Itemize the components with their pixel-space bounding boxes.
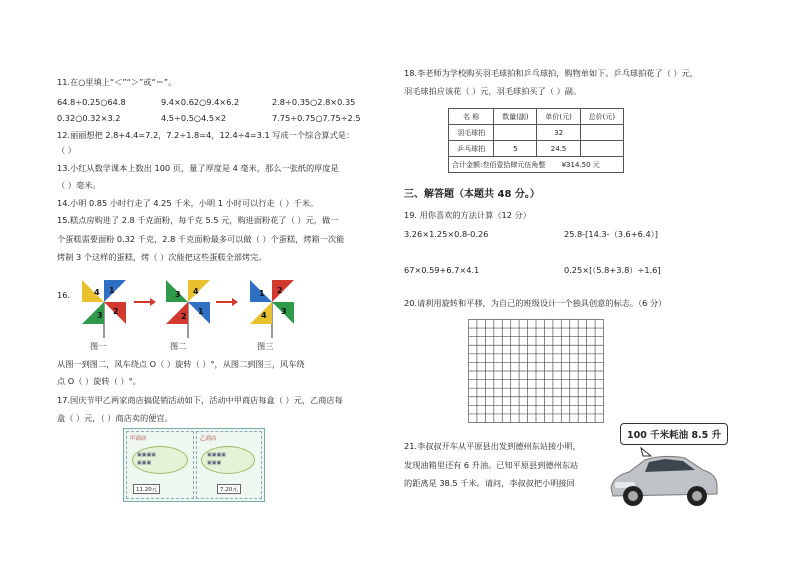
table-header-row <box>449 109 624 125</box>
q19-item: 25.8-[14.3-（3.6+6.4）] <box>564 229 658 239</box>
q21-line: 发现油箱里还有 6 升油。已知平原县到德州东站 <box>404 460 579 470</box>
q19-item: 67×0.59+6.7×4.1 <box>404 265 480 275</box>
table-cell: 24.5 <box>537 141 580 157</box>
total-value: ¥314.50 元 <box>561 160 600 169</box>
table-cell: 32 <box>537 125 580 141</box>
pinwheel-number: 2 <box>181 312 187 321</box>
table-cell: 乒乓球拍 <box>449 141 494 157</box>
pinwheel-number: 2 <box>113 307 119 316</box>
arrow-right-icon <box>216 298 238 306</box>
figure-label: 图一 <box>90 341 107 351</box>
pinwheel-number: 3 <box>175 290 181 299</box>
q16-line: 点 O（ ）旋转（ ）°。 <box>57 376 141 386</box>
pinwheel-number: 1 <box>259 289 265 298</box>
shopping-list-table <box>448 108 624 173</box>
box-glyphs: ▣▣▣ <box>207 460 222 466</box>
car-image <box>605 444 723 518</box>
pinwheel-number: 2 <box>277 286 283 295</box>
q12-line: 12.丽丽想把 2.8+4.4=7.2，7.2÷1.8=4，12.4÷4=3.1 写成一个综合算式是： <box>57 130 355 140</box>
q18-line: 18.李老师为学校购买羽毛球拍和乒乓球拍，购物单如下。乒乓球拍花了（ ）元， <box>404 68 698 78</box>
q14-line: 14.小明 0.85 小时行走了 4.25 千米，小明 1 小时可以行走（ ）千米。 <box>57 198 319 208</box>
q15-line: 个蛋糕需要面粉 0.32 千克，2.8 千克面粉最多可以做（ ）个蛋糕，烤箱一次能 <box>57 234 345 244</box>
table-cell <box>580 141 623 157</box>
table-cell: 5 <box>494 141 537 157</box>
q11-item: 4.5÷0.5○4.5×2 <box>161 113 227 123</box>
shop-a-name: 甲商店 <box>130 436 147 442</box>
q17-line: 盒（ ）元，（ ）商店卖的便宜。 <box>57 413 173 423</box>
pinwheel-number: 4 <box>261 311 267 320</box>
figure-label: 图三 <box>257 341 274 351</box>
q11-item: 2.8÷0.35○2.8×0.35 <box>272 97 356 107</box>
q11-item: 64.8÷0.25○64.8 <box>57 97 126 107</box>
q11-item: 7.75÷0.75○7.75÷2.5 <box>272 113 361 123</box>
shop-a-price: 11.20元 <box>133 484 160 494</box>
table-total-row <box>449 157 624 173</box>
q21-line: 21.李叔叔开车从平原县出发到德州东站接小明， <box>404 441 581 451</box>
q18-line: 羽毛球拍应该花（ ）元，羽毛球拍买了（ ）副。 <box>404 86 582 96</box>
table-header: 名 称 <box>449 109 494 125</box>
q13-line: （ ）毫米。 <box>57 180 101 190</box>
shop-promo-image <box>123 428 265 502</box>
shop-b-price: 7.20元 <box>217 484 241 494</box>
arrow-right-icon <box>134 298 156 306</box>
box-glyphs: ▣▣▣▣ <box>207 452 226 458</box>
q21-line: 的距离是 38.5 千米。请问，李叔叔把小明接回 <box>404 478 575 488</box>
q19-item: 3.26×1.25×0.8-0.26 <box>404 229 489 239</box>
table-cell <box>494 125 537 141</box>
fuel-callout: 100 千米耗油 8.5 升 <box>620 423 728 445</box>
pinwheel-number: 1 <box>198 307 204 316</box>
q12-line: （ ） <box>57 145 76 155</box>
q15-line: 15.糕点房购进了 2.8 千克面粉，每千克 5.5 元，购进面粉花了（ ）元，做一 <box>57 215 339 225</box>
pinwheel-figure-2 <box>166 280 210 338</box>
q15-line: 烤制 3 个这样的蛋糕，烤（ ）次能把这些蛋糕全部烤完。 <box>57 252 267 262</box>
table-row <box>449 125 624 141</box>
shop-b-panel <box>196 431 262 499</box>
total-label: 合计金额:叁佰壹拾肆元伍角整 <box>452 160 546 169</box>
box-glyphs: ▣▣▣▣ <box>137 452 156 458</box>
q16-number: 16. <box>57 290 71 300</box>
pinwheel-number: 3 <box>97 311 103 320</box>
q11-item: 9.4×0.62○9.4×6.2 <box>161 97 240 107</box>
q20-line: 20.请利用旋转和平移，为自己的班级设计一个独具创意的标志。（6 分） <box>404 298 667 308</box>
pinwheel-figures <box>76 272 312 340</box>
table-cell: 羽毛球拍 <box>449 125 494 141</box>
pinwheel-number: 3 <box>281 307 287 316</box>
q19-item: 0.25×[（5.8+3.8）÷1.6] <box>564 265 661 275</box>
table-header: 单价(元) <box>537 109 580 125</box>
section-heading: 三、解答题（本题共 48 分。） <box>404 189 540 200</box>
box-glyphs: ▣▣▣ <box>137 460 152 466</box>
drawing-grid[interactable] <box>468 319 604 423</box>
pinwheel-number: 1 <box>109 286 115 295</box>
shop-b-name: 乙商店 <box>200 436 217 442</box>
pinwheel-figure-1 <box>82 280 126 338</box>
table-cell <box>580 125 623 141</box>
q11-stem: 11.在○里填上“＜”“＞”或“＝”。 <box>57 77 177 87</box>
pinwheel-number: 4 <box>193 287 199 296</box>
shop-a-panel <box>126 431 194 499</box>
table-header: 数量(副) <box>494 109 537 125</box>
q17-line: 17.国庆节甲乙两家商店搞促销活动如下，活动中甲商店每盒（ ）元，乙商店每 <box>57 395 343 405</box>
q13-line: 13.小红从数学课本上数出 100 页，量了厚度是 4 毫米，那么一张纸的厚度是 <box>57 163 339 173</box>
q11-item: 0.32○0.32×3.2 <box>57 113 121 123</box>
table-row <box>449 141 624 157</box>
q16-line: 从图一到图二，风车绕点 O（ ）旋转（ ）°，从图二到图三，风车绕 <box>57 359 305 369</box>
pinwheel-figure-3 <box>250 280 294 338</box>
figure-label: 图二 <box>170 341 187 351</box>
q19-stem: 19. 用你喜欢的方法计算（12 分） <box>404 210 531 220</box>
pinwheel-number: 4 <box>94 288 100 297</box>
table-header: 总价(元) <box>580 109 623 125</box>
